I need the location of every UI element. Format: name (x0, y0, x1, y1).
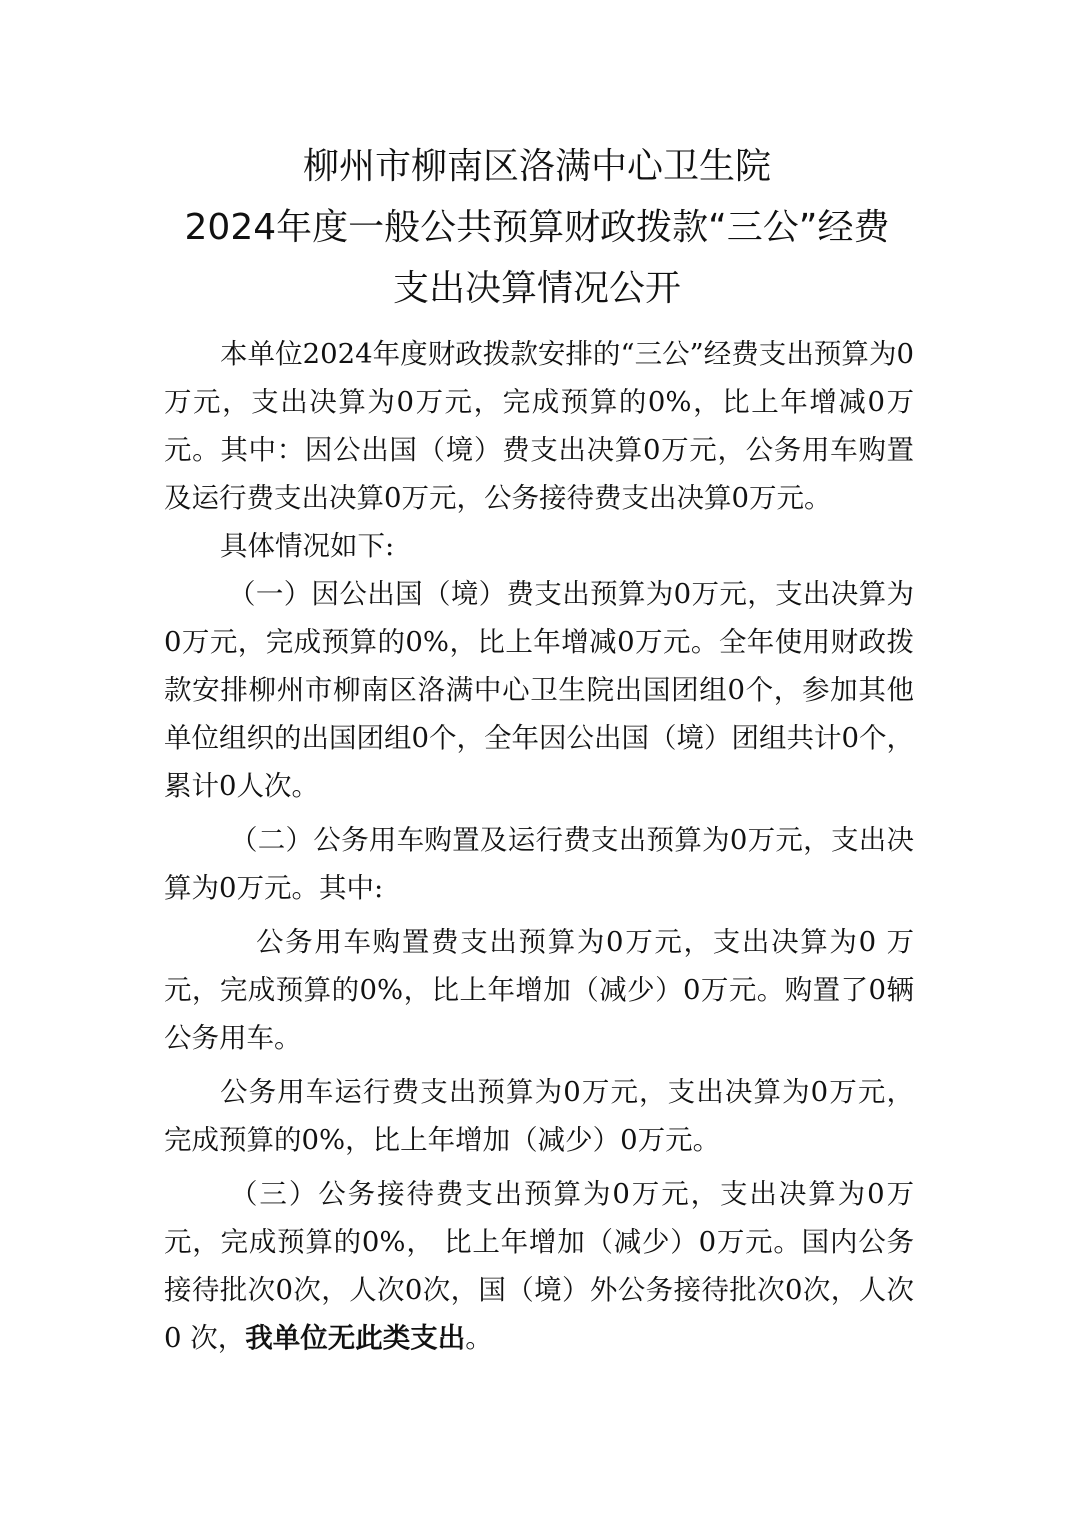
section-3-end: 。 (465, 1322, 493, 1354)
document-body (164, 330, 914, 1362)
details-heading: 具体情况如下: (220, 530, 395, 562)
title-line-2: 2024年度一般公共预算财政拨款“三公”经费 (184, 207, 890, 248)
intro-paragraph: 本单位2024年度财政拨款安排的“三公”经费支出预算为0万元，支出决算为0万元，完成预算的0%，比上年增减0万元。其中：因公出国（境）费支出决算0万元，公务用车购置及运行费支出决算0万元，公务接待费支出决算0万元。 (164, 338, 914, 514)
section-2-purchase-paragraph: 公务用车购置费支出预算为0万元，支出决算为0 万元，完成预算的0%，比上年增加（减少）0万元。购置了0辆公务用车。 (164, 926, 914, 1054)
section-2-paragraph: （二）公务用车购置及运行费支出预算为0万元，支出决算为0万元。其中: (164, 824, 914, 904)
section-3-text: （三）公务接待费支出预算为0万元，支出决算为0万元，完成预算的0%， 比上年增加（减少）0万元。国内公务接待批次0次，人次0次，国（境）外公务接待批次0次，人次0 次， (164, 1178, 914, 1354)
document-title (150, 136, 924, 319)
section-3-paragraph (164, 1170, 914, 1362)
title-line-3: 支出决算情况公开 (392, 268, 681, 309)
section-3-bold-text: 我单位无此类支出 (245, 1322, 466, 1354)
section-2-operation-paragraph: 公务用车运行费支出预算为0万元，支出决算为0万元，完成预算的0%，比上年增加（减少）0万元。 (164, 1076, 914, 1156)
title-line-1: 柳州市柳南区洛满中心卫生院 (302, 146, 771, 187)
section-1-paragraph: （一）因公出国（境）费支出预算为0万元，支出决算为0万元，完成预算的0%，比上年增减0万元。全年使用财政拨款安排柳州市柳南区洛满中心卫生院出国团组0个，参加其他单位组织的出国团组0个，全年因公出国（境）团组共计0个，累计0人次。 (164, 578, 914, 802)
